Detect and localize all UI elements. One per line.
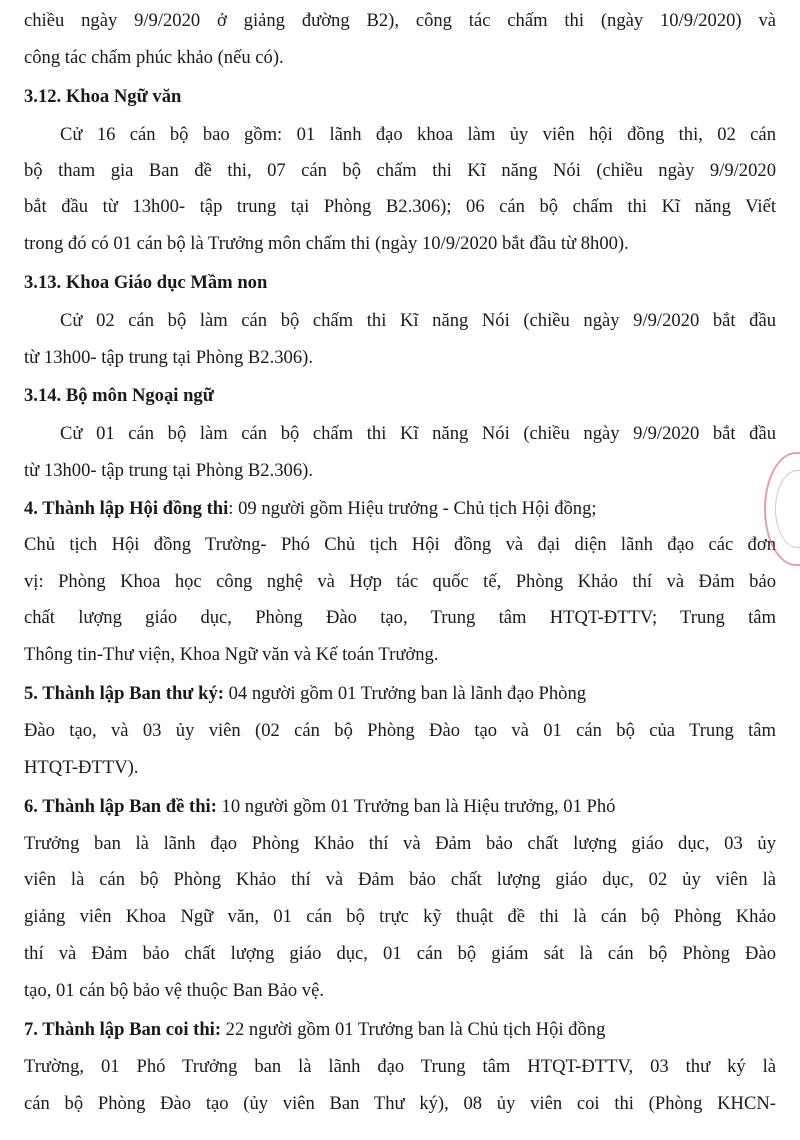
text-line: thí và Đảm bảo chất lượng giáo dục, 01 cán bộ giám sát là cán bộ Phòng Đào xyxy=(24,943,776,964)
text-line: Trường, 01 Phó Trưởng ban là lãnh đạo Trung tâm HTQT-ĐTTV, 03 thư ký là xyxy=(24,1056,776,1077)
text-line: Trưởng ban là lãnh đạo Phòng Khảo thí và Đảm bảo chất lượng giáo dục, 03 ủy xyxy=(24,833,776,854)
text-line: 22 người gồm 01 Trưởng ban là Chủ tịch Hội đồng xyxy=(221,1019,606,1040)
text-line: 10 người gồm 01 Trưởng ban là Hiệu trưởng, 01 Phó xyxy=(216,796,616,817)
paragraph-5-first-line xyxy=(24,681,776,707)
text-line: : 09 người gồm Hiệu trưởng - Chủ tịch Hội đồng; xyxy=(228,498,597,519)
section-heading: 3.12. Khoa Ngữ văn xyxy=(24,86,182,107)
text-line: chất lượng giáo dục, Phòng Đào tạo, Trung tâm HTQT-ĐTTV; Trung tâm xyxy=(24,607,776,628)
text-line: HTQT-ĐTTV). xyxy=(24,757,139,778)
section-heading: 3.13. Khoa Giáo dục Mầm non xyxy=(24,272,268,293)
text-line: bắt đầu từ 13h00- tập trung tại Phòng B2.306); 06 cán bộ chấm thi Kĩ năng Viết xyxy=(24,196,776,217)
text-line: tạo, 01 cán bộ bảo vệ thuộc Ban Bảo vệ. xyxy=(24,980,324,1001)
section-heading: 3.14. Bộ môn Ngoại ngữ xyxy=(24,385,214,406)
text-line: từ 13h00- tập trung tại Phòng B2.306). xyxy=(24,347,313,368)
text-line: Cử 01 cán bộ làm cán bộ chấm thi Kĩ năng Nói (chiều ngày 9/9/2020 bắt đầu xyxy=(60,423,776,444)
text-line: Cử 02 cán bộ làm cán bộ chấm thi Kĩ năng Nói (chiều ngày 9/9/2020 bắt đầu xyxy=(60,310,776,331)
text-line: vị: Phòng Khoa học công nghệ và Hợp tác quốc tế, Phòng Khảo thí và Đảm bảo xyxy=(24,571,776,592)
paragraph-4-heading: 4. Thành lập Hội đồng thi xyxy=(24,498,229,519)
text-line: công tác chấm phúc khảo (nếu có). xyxy=(24,47,284,68)
text-line: giảng viên Khoa Ngữ văn, 01 cán bộ trực kỹ thuật đề thi là cán bộ Phòng Khảo xyxy=(24,906,776,927)
paragraph-7-first-line xyxy=(24,1017,776,1043)
paragraph-6-first-line xyxy=(24,794,776,820)
text-line: Đào tạo, và 03 ủy viên (02 cán bộ Phòng Đào tạo và 01 cán bộ của Trung tâm xyxy=(24,720,776,741)
paragraph-4-first-line xyxy=(24,496,776,522)
text-line: bộ tham gia Ban đề thi, 07 cán bộ chấm thi Kĩ năng Nói (chiều ngày 9/9/2020 xyxy=(24,160,776,181)
text-line: từ 13h00- tập trung tại Phòng B2.306). xyxy=(24,460,313,481)
text-line: 04 người gồm 01 Trưởng ban là lãnh đạo Phòng xyxy=(223,683,587,704)
text-line: chiều ngày 9/9/2020 ở giảng đường B2), công tác chấm thi (ngày 10/9/2020) và xyxy=(24,10,776,31)
text-line: Cử 16 cán bộ bao gồm: 01 lãnh đạo khoa làm ủy viên hội đồng thi, 02 cán xyxy=(60,124,776,145)
text-line: trong đó có 01 cán bộ là Trưởng môn chấm thi (ngày 10/9/2020 bắt đầu từ 8h00). xyxy=(24,233,629,254)
text-line: Thông tin-Thư viện, Khoa Ngữ văn và Kế toán Trưởng. xyxy=(24,644,439,665)
paragraph-7-heading: 7. Thành lập Ban coi thi: xyxy=(24,1019,222,1040)
text-line: Chủ tịch Hội đồng Trường- Phó Chủ tịch Hội đồng và đại diện lãnh đạo các đơn xyxy=(24,534,776,555)
paragraph-6-heading: 6. Thành lập Ban đề thi: xyxy=(24,796,217,817)
paragraph-5-heading: 5. Thành lập Ban thư ký: xyxy=(24,683,224,704)
text-line: viên là cán bộ Phòng Khảo thí và Đảm bảo chất lượng giáo dục, 02 ủy viên là xyxy=(24,869,776,890)
text-line: cán bộ Phòng Đào tạo (ủy viên Ban Thư ký), 08 ủy viên coi thi (Phòng KHCN- xyxy=(24,1093,776,1114)
